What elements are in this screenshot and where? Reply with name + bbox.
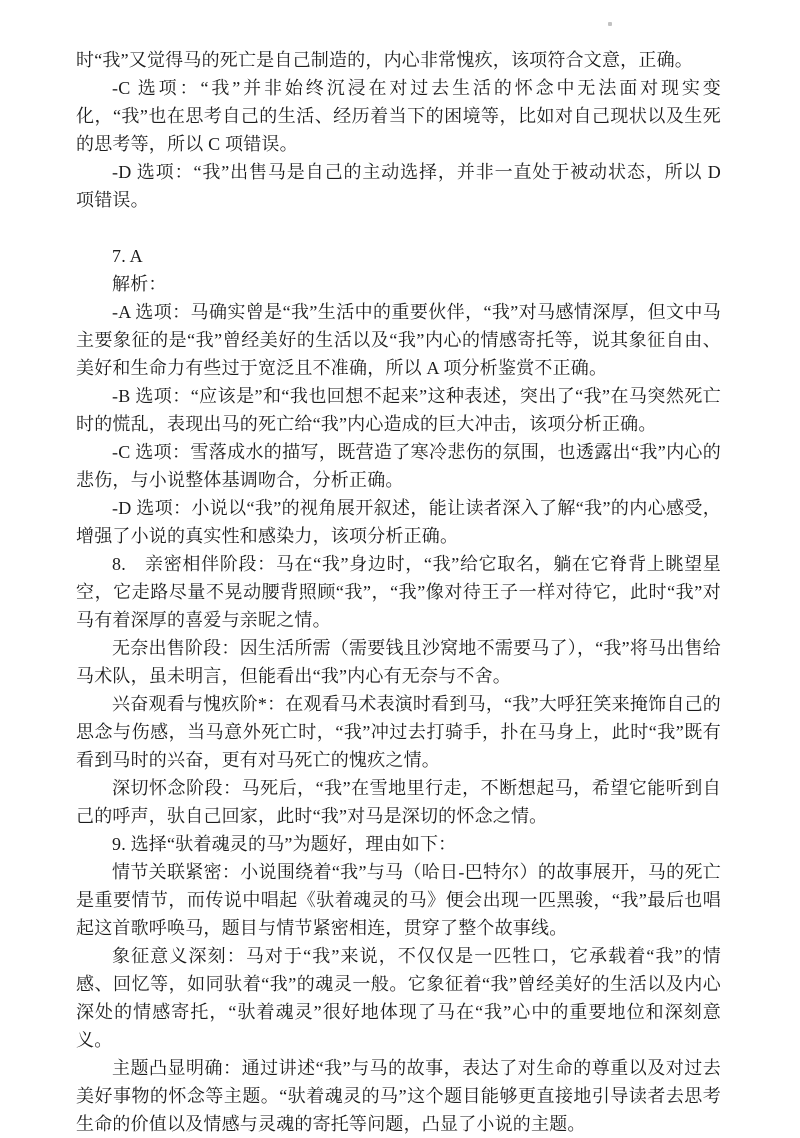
paragraph-q9-reason-3: 主题凸显明确：通过讲述“我”与马的故事，表达了对生命的尊重以及对过去美好事物的怀念等主题。“驮着魂灵的马”这个题目能够更直接地引导读者去思考生命的价值以及情感与灵魂的寄托等问题，凸显了小说的主题。 (76, 1058, 721, 1134)
paragraph-q8-stage-4: 深切怀念阶段：马死后，“我”在雪地里行走，不断想起马，希望它能听到自己的呼声，驮自己回家，此时“我”对马是深切的怀念之情。 (76, 778, 721, 826)
paragraph-q9-reason-2: 象征意义深刻：马对于“我”来说，不仅仅是一匹牲口，它承载着“我”的情感、回忆等，如同驮着“我”的魂灵一般。它象征着“我”曾经美好的生活以及内心深处的情感寄托，“驮着魂灵”很好地体现了马在“我”心中的重要地位和深刻意义。 (76, 946, 721, 1050)
paragraph-q7-option-a: -A 选项：马确实曾是“我”生活中的重要伙伴，“我”对马感情深厚，但文中马主要象征的是“我”曾经美好的生活以及“我”内心的情感寄托等，说其象征自由、美好和生命力有些过于宽泛且不准确，所以 A 项分析鉴赏不正确。 (76, 302, 721, 378)
paragraph-q7-analysis-label: 解析： (112, 274, 167, 294)
paragraph-q7-option-d: -D 选项：小说以“我”的视角展开叙述，能让读者深入了解“我”的内心感受，增强了小说的真实性和感染力，该项分析正确。 (76, 498, 721, 546)
scan-artifact-dot (608, 22, 612, 26)
paragraph-q8-stage-3: 兴奋观看与愧疚阶*：在观看马术表演时看到马，“我”大呼狂笑来掩饰自己的思念与伤感，当马意外死亡时，“我”冲过去打骑手，扑在马身上，此时“我”既有看到马时的兴奋，更有对马死亡的愧疚之情。 (76, 694, 721, 770)
paragraph-q6-option-d: -D 选项：“我”出售马是自己的主动选择，并非一直处于被动状态，所以 D 项错误。 (76, 162, 721, 210)
paragraph-q8-stage-2: 无奈出售阶段：因生活所需（需要钱且沙窝地不需要马了），“我”将马出售给马术队，虽未明言，但能看出“我”内心有无奈与不舍。 (76, 638, 721, 686)
paragraph-q6-option-c: -C 选项：“我”并非始终沉浸在对过去生活的怀念中无法面对现实变化，“我”也在思考自己的生活、经历着当下的困境等，比如对自己现状以及生死的思考等，所以 C 项错误。 (76, 78, 721, 154)
paragraph-q9-intro: 9. 选择“驮着魂灵的马”为题好，理由如下： (112, 834, 457, 854)
paragraph-q7-option-c: -C 选项：雪落成水的描写，既营造了寒冷悲伤的氛围，也透露出“我”内心的悲伤，与小说整体基调吻合，分析正确。 (76, 442, 721, 490)
answer-key-text-column (76, 46, 721, 1138)
paragraph-q7-answer: 7. A (112, 246, 143, 266)
paragraph-q8-stage-1: 8. 亲密相伴阶段：马在“我”身边时，“我”给它取名，躺在它脊背上眺望星空，它走路尽量不晃动腰背照顾“我”，“我”像对待王子一样对待它，此时“我”对马有着深厚的喜爱与亲昵之情。 (76, 554, 721, 630)
paragraph-q6-continuation: 时“我”又觉得马的死亡是自己制造的，内心非常愧疚，该项符合文意，正确。 (76, 50, 693, 70)
paragraph-q7-option-b: -B 选项：“应该是”和“我也回想不起来”这种表述，突出了“我”在马突然死亡时的慌乱，表现出马的死亡给“我”内心造成的巨大冲击，该项分析正确。 (76, 386, 721, 434)
paragraph-q9-reason-1: 情节关联紧密：小说围绕着“我”与马（哈日-巴特尔）的故事展开，马的死亡是重要情节，而传说中唱起《驮着魂灵的马》便会出现一匹黑骏，“我”最后也唱起这首歌呼唤马，题目与情节紧密相连，贯穿了整个故事线。 (76, 862, 721, 938)
